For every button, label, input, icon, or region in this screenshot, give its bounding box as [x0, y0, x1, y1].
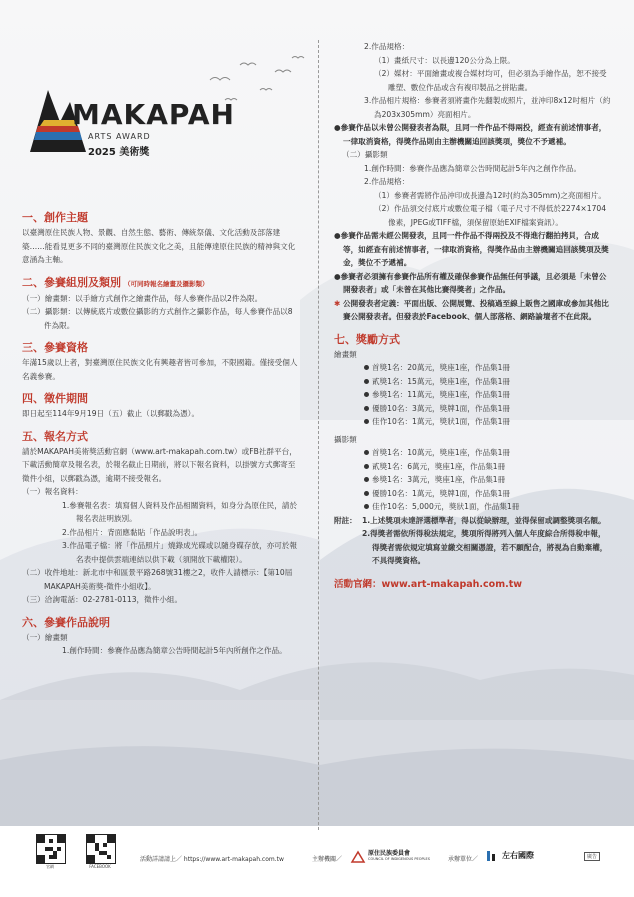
- bullet-icon: [364, 450, 369, 455]
- organizer-name: 原住民族委員會: [368, 850, 411, 857]
- executor-name: 左右國際: [502, 851, 534, 860]
- qr-code-facebook-icon[interactable]: [86, 834, 116, 864]
- organizer-label: 主辦機關／: [312, 856, 343, 863]
- paint-rule-note: ●參賽作品以未曾公開發表者為限，且同一件作品不得兩投，經查有前述情事者，一律取消資格，得獎作品則由主辦機關追回該獎項，獎位不予遞補。: [334, 123, 607, 146]
- column-divider: [318, 40, 319, 830]
- photo-sub-1: （1）參賽者需將作品沖印成長邊為12吋(約為305mm)之亮面相片。: [374, 190, 606, 200]
- notes: [334, 514, 612, 568]
- section-2-item-2: （二）攝影類：以傳統底片或數位攝影的方式創作之攝影作品，每人參賽作品以8件為限。: [22, 307, 293, 330]
- logo-subtitle: ARTS AWARD: [88, 132, 151, 141]
- section-5-a-item-2: 2.作品相片：背面應黏貼「作品說明表」。: [62, 527, 203, 537]
- official-site-link[interactable]: 活動官網：www.art-makapah.com.tw: [334, 578, 523, 590]
- section-2-title: 二、參賽組別及類別 （可同時報名繪畫及攝影類）: [22, 275, 209, 289]
- photo-awards-list: [334, 446, 612, 514]
- section-4-body: 即日起至114年9月19日（五）截止（以郵戳為憑）。: [22, 409, 200, 418]
- section-3-title: 三、參賽資格: [22, 341, 88, 354]
- paint-spec-title: 2.作品規格：: [364, 42, 410, 51]
- left-column: [22, 210, 299, 658]
- organizer-name-en: COUNCIL OF INDIGENOUS PEOPLES: [368, 857, 430, 861]
- section-5-title: 五、報名方式: [22, 429, 88, 443]
- bullet-icon: [364, 491, 369, 496]
- section-5-a-item-1: 1.參賽報名表：填寫個人資料及作品相關資料，如身分為原住民，請於報名表註明族別。: [62, 500, 298, 523]
- section-1-title: 一、創作主題: [22, 211, 88, 224]
- section-2-note: （可同時報名繪畫及攝影類）: [124, 279, 209, 288]
- footer: [0, 826, 634, 897]
- photo-item-1: 1.創作時間：參賽作品應為簡章公告時間起計5年內之創作作品。: [364, 163, 582, 173]
- list-item: 佳作10名：1萬元，獎狀1面，作品集1冊: [364, 415, 612, 429]
- logo-wordmark: MAKAPAH: [72, 98, 235, 131]
- section-1-body: 以臺灣原住民族人物、景觀、自然生態、藝術、傳統祭儀、文化活動及部落建築……能看見更多不同的臺灣原住民族文化之美，且能傳達原住民族的精神與文化意涵為主軸。: [22, 228, 296, 264]
- list-item: 參獎1名：3萬元，獎座1座，作品集1冊: [364, 473, 612, 487]
- executor-label: 承辦單位／: [448, 856, 479, 863]
- bullet-icon: [364, 419, 369, 424]
- list-item: 首獎1名：20萬元，獎座1座，作品集1冊: [364, 361, 612, 375]
- bullet-icon: [364, 365, 369, 370]
- executor-logo-icon: [486, 849, 500, 863]
- bullet-icon: [364, 379, 369, 384]
- ownership-note: ●參賽者必須擁有參賽作品所有權及確保參賽作品無任何爭議，且必須是「未曾公開發表者」或「未曾在其他比賽得獎者」之作品。: [334, 271, 607, 294]
- qr-caption-website: 官網: [46, 864, 54, 869]
- section-6-title: 六、參賽作品說明: [22, 615, 110, 629]
- paint-spec-item-1: （1）畫紙尺寸：以長邊120公分為上限。: [374, 55, 515, 65]
- section-6-a-item: 1.創作時間：參賽作品應為簡章公告時間起計5年內所創作之作品。: [62, 646, 287, 655]
- bullet-icon: [364, 477, 369, 482]
- bullet-icon: [364, 392, 369, 397]
- paint-spec-item-2: （2）媒材：平面繪畫或複合媒材均可，但必須為手繪作品，恕不接受雕塑、數位作品或含有複印製品之拼貼畫。: [374, 69, 607, 92]
- list-item: 佳作10名：5,000元，獎狀1面，作品集1冊: [364, 500, 612, 514]
- notes-label: 附註：: [334, 515, 357, 525]
- qr-caption-facebook: FACEBOOK: [89, 864, 111, 869]
- photo-item-2: 2.作品規格：: [364, 177, 410, 186]
- section-7-title: 七、獎勵方式: [334, 332, 400, 346]
- bullet-icon: [364, 464, 369, 469]
- section-4-title: 四、徵件期間: [22, 392, 88, 405]
- bullet-icon: [364, 504, 369, 509]
- photo-rule-note: ●參賽作品需未經公開發表，且同一件作品不得兩投及不得進行翻拍拷貝，合成等，如經查有前述情事者，一律取消資格，得獎作品由主辦機關追回該獎項及獎金，獎位不予遞補。: [334, 231, 609, 267]
- section-5-c: （三）洽詢電話：02-2781-0113，徵件小組。: [22, 595, 183, 604]
- photo-category: （二）攝影類: [342, 150, 388, 159]
- section-3-body: 年滿15歲以上者，對臺灣原住民族文化有興趣者皆可參加，不限國籍。僅接受個人名義參賽。: [22, 358, 298, 381]
- list-item: 貳獎1名：6萬元，獎座1座，作品集1冊: [364, 460, 612, 474]
- logo-year: 2025 美術獎: [88, 147, 150, 158]
- paint-awards-label: 繪畫類: [334, 349, 357, 359]
- section-5-body: 請於MAKAPAH美術獎活動官網（www.art-makapah.com.tw）或FB社群平台，下載活動簡章及報名表，於報名截止日期前，將以下報名資料，以掛號方式郵寄至徵件小組，以郵戳為憑，逾期不接受報名。: [22, 446, 297, 483]
- makapah-logo: [30, 82, 235, 168]
- section-2-item-1: （一）繪畫類：以手繪方式創作之繪畫作品，每人參賽作品以2件為限。: [22, 293, 263, 303]
- section-5-a-item-3: 3.作品電子檔：將「作品照片」燒錄成光碟或以隨身碟存放，亦可於報名表中提供雲端連結以供下載（須開放下載權限）。: [62, 541, 298, 564]
- publish-definition: ✱ 公開發表者定義：平面出版、公開展覽、投稿過至線上販售之國庫或參加其他比賽公開發表者。但發表於Facebook、個人部落格、網路論壇者不在此限。: [334, 298, 609, 321]
- section-5-a: （一）報名資料：: [22, 487, 83, 496]
- note-1: 1.上述獎項未達評選標準者，得以從缺辦理，並得保留或調整獎項名額。: [362, 515, 606, 525]
- paint-awards-list: [334, 361, 612, 429]
- bullet-icon: [364, 406, 369, 411]
- list-item: 貳獎1名：15萬元，獎座1座，作品集1冊: [364, 375, 612, 389]
- council-logo-icon: [350, 850, 366, 864]
- photo-awards-label: 攝影類: [334, 434, 357, 444]
- asterisk-icon: ✱: [334, 298, 341, 308]
- list-item: 首獎1名：10萬元，獎座1座，作品集1冊: [364, 446, 612, 460]
- note-2: 2.得獎者需依所得稅法規定，獎項所得將列入個人年度綜合所得稅申報，得獎者需依規定填寫並繳交相關憑證，若不願配合，將視為自動棄權，不具得獎資格。: [362, 529, 608, 565]
- footer-details-link[interactable]: 活動詳請請上／ https://www.art-makapah.com.tw: [140, 856, 284, 863]
- photo-sub-2: （2）作品須交付底片或數位電子檔（電子尺寸不得低於2274×1704像素，JPEG或TIFF檔，須保留原始EXIF檔案資訊）。: [374, 204, 607, 227]
- ad-badge: 廣告: [584, 852, 600, 861]
- list-item: 優勝10名：1萬元，獎牌1面，作品集1冊: [364, 487, 612, 501]
- section-5-b: （二）收件地址：新北市中和區景平路268號31樓之2，收件人請標示：【第10屆MAKAPAH美術獎-徵件小組收】。: [22, 568, 293, 591]
- qr-code-website-icon[interactable]: [36, 834, 66, 864]
- list-item: 優勝10名：3萬元，獎牌1面，作品集1冊: [364, 402, 612, 416]
- right-column: [334, 40, 612, 591]
- paint-photo-spec: 3.作品相片規格：參賽者須將畫作先翻製成照片，並沖印8x12吋相片（約為203x305mm）亮面相片。: [364, 96, 611, 119]
- section-6-a: （一）繪畫類: [22, 632, 68, 642]
- list-item: 參獎1名：11萬元，獎座1座，作品集1冊: [364, 388, 612, 402]
